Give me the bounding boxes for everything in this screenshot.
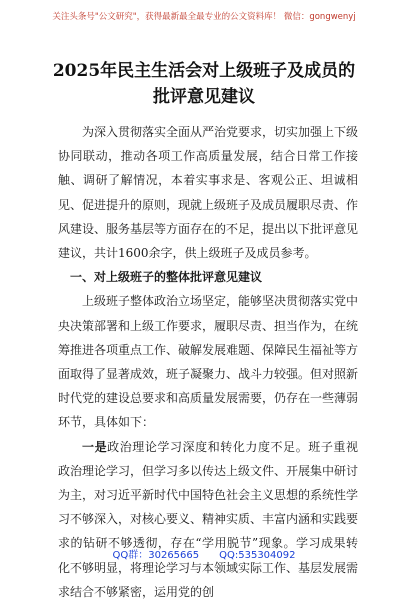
- document-title-line-1: 2025年民主生活会对上级班子及成员的: [52, 61, 356, 81]
- document-title: [0, 58, 408, 110]
- document-body: [58, 120, 358, 604]
- document-title-line-2: 批评意见建议: [153, 87, 255, 107]
- point-1-lead: 一是: [82, 439, 108, 454]
- footer-contact: [0, 546, 408, 561]
- intro-paragraph: 为深入贯彻落实全面从严治党要求，切实加强上下级协同联动，推动各项工作高质量发展，结合日常工作接触、调研了解情况，本着实事求是、客观公正、坦诚相见、促进提升的原则，现就上级班子及成员履职尽责、作风建设、服务基层等方面存在的不足，提出以下批评意见建议，共计1600余字，供上级班子及成员参考。: [58, 125, 359, 261]
- footer-qq: QQ:535304092: [219, 550, 296, 561]
- point-1-paragraph: [58, 435, 358, 604]
- point-1-text: 政治理论学习深度和转化力度不足。班子重视政治理论学习，但学习多以传达上级文件、开展集中研讨为主，对习近平新时代中国特色社会主义思想的系统性学习不够深入，对核心要义、精神实质、丰富内涵和实践要求的钻研不够透彻，存在“学用脱节”现象。学习成果转化不够明显，将理论学习与本领域实际工作、基层发展需求结合不够紧密，运用党的创: [58, 439, 359, 599]
- section-heading-1: 一、对上级班子的整体批评意见建议: [70, 270, 263, 285]
- footer-qq-group: QQ群：30265665: [112, 550, 200, 561]
- section-1-paragraph: 上级班子整体政治立场坚定，能够坚决贯彻落实党中央决策部署和上级工作要求，履职尽责、担当作为，在统筹推进各项重点工作、破解发展难题、保障民生福祉等方面取得了显著成效，班子凝聚力、战斗力较强。但对照新时代党的建设总要求和高质量发展需要，仍存在一些薄弱环节，具体如下：: [58, 294, 359, 430]
- header-banner: 关注头条号"公文研究"，获得最新最全最专业的公文资料库！ 微信：gongwenyj: [52, 12, 356, 22]
